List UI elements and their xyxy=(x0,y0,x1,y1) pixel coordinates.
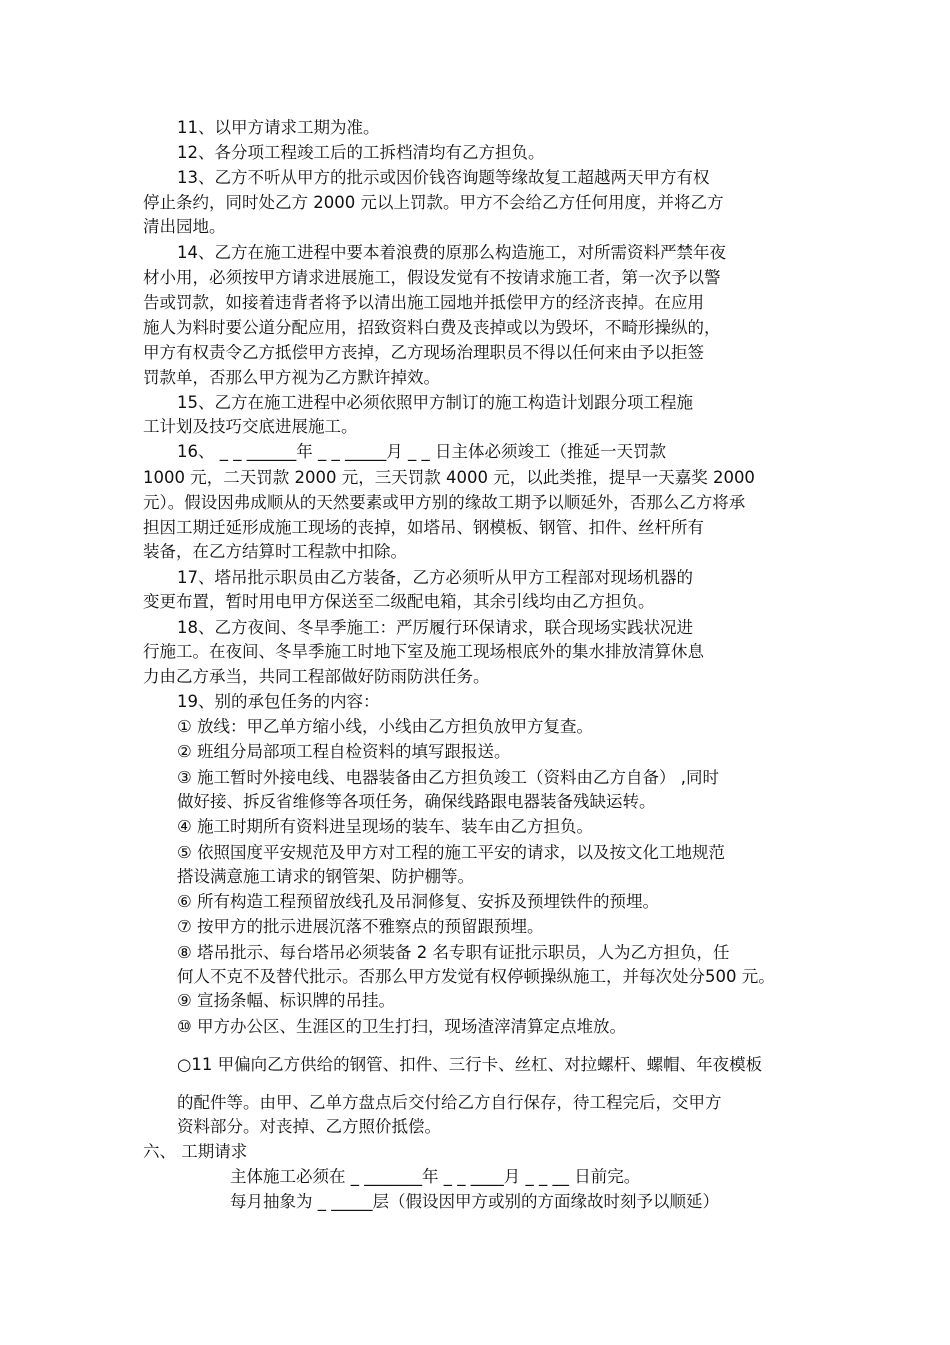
clause-16: 16、 _ _ ______年 _ _ _____月 _ _ 日主体必须竣工（推延一天罚款 xyxy=(177,442,666,461)
clause-14-cont: 材小用，必须按甲方请求进展施工，假设发觉有不按请求施工者，第一次予以警 xyxy=(143,268,721,287)
clause-11: 11、以甲方请求工期为准。 xyxy=(177,118,380,137)
clause-14-cont: 罚款单，否那么甲方视为乙方默许掉效。 xyxy=(143,368,440,387)
sub-item-11: ○11 甲偏向乙方供给的钢管、扣件、三行卡、丝杠、对拉螺杆、螺帽、年夜模板 xyxy=(177,1055,763,1074)
sub-item-11-cont: 的配件等。由甲、乙单方盘点后交付给乙方自行保存，待工程完后，交甲方 xyxy=(177,1093,722,1112)
clause-19: 19、别的承包任务的内容： xyxy=(177,692,380,711)
clause-13-cont: 停止条约，同时处乙方 2000 元以上罚款。甲方不会给乙方任何用度，并将乙方 xyxy=(143,193,724,212)
sub-item-6: ⑥ 所有构造工程预留放线孔及吊洞修复、安拆及预埋铁件的预埋。 xyxy=(177,892,660,911)
clause-18: 18、乙方夜间、冬旱季施工：严厉履行环保请求，联合现场实践状况进 xyxy=(177,618,693,637)
sub-item-4: ④ 施工时期所有资料进呈现场的装车、装车由乙方担负。 xyxy=(177,817,594,836)
clause-13-cont: 清出园地。 xyxy=(143,217,226,236)
sub-item-5: ⑤ 依照国度平安规范及甲方对工程的施工平安的请求，以及按文化工地规范 xyxy=(177,843,726,862)
sub-item-9: ⑨ 宣扬条幅、标识牌的吊挂。 xyxy=(177,991,396,1010)
clause-15-cont: 工计划及技巧交底进展施工。 xyxy=(143,417,358,436)
clause-18-cont: 行施工。在夜间、冬旱季施工时地下室及施工现场根底外的集水排放清算休息 xyxy=(143,642,704,661)
sub-item-8-cont: 何人不克不及替代批示。否那么甲方发觉有权停顿操纵施工，并每次处分500 元。 xyxy=(177,967,775,986)
sub-item-7: ⑦ 按甲方的批示进展沉落不雅察点的预留跟预埋。 xyxy=(177,917,544,936)
clause-14-cont: 告或罚款，如接着违背者将予以清出施工园地并抵偿甲方的经济丧掉。在应用 xyxy=(143,293,704,312)
clause-17-cont: 变更布置，暂时用电甲方保送至二级配电箱，其余引线均由乙方担负。 xyxy=(143,592,655,611)
sub-item-3-cont: 做好接、拆反省维修等各项任务，确保线路跟电器装备残缺运转。 xyxy=(177,792,656,811)
sub-item-5-cont: 搭设满意施工请求的钢管架、防护棚等。 xyxy=(177,867,474,886)
schedule-main-works: 主体施工必须在 _ _______年 _ _ ____月 _ _ __ 日前完。 xyxy=(230,1167,641,1186)
section-heading-6: 六、 工期请求 xyxy=(143,1142,248,1161)
sub-item-2: ② 班组分局部项工程自检资料的填写跟报送。 xyxy=(177,742,511,761)
sub-item-1: ① 放线：甲乙单方缩小线，小线由乙方担负放甲方复查。 xyxy=(177,717,594,736)
clause-16-cont: 元）。假设因弗成顺从的天然要素或甲方别的缘故工期予以顺延外，否那么乙方将承 xyxy=(143,493,746,512)
clause-13: 13、乙方不听从甲方的批示或因价钱咨询题等缘故复工超越两天甲方有权 xyxy=(177,168,710,187)
sub-item-11-cont: 资料部分。对丧掉、乙方照价抵偿。 xyxy=(177,1117,441,1136)
clause-15: 15、乙方在施工进程中必须依照甲方制订的施工构造计划跟分项工程施 xyxy=(177,393,693,412)
clause-16-cont: 担因工期迁延形成施工现场的丧掉，如塔吊、钢模板、钢管、扣件、丝杆所有 xyxy=(143,518,704,537)
schedule-monthly: 每月抽象为 _ _____层（假设因甲方或别的方面缘故时刻予以顺延） xyxy=(230,1192,719,1211)
clause-14-cont: 施人为料时要公道分配应用，招致资料白费及丧掉或以为毁坏，不畸形操纵的， xyxy=(143,318,721,337)
clause-18-cont: 力由乙方承当，共同工程部做好防雨防洪任务。 xyxy=(143,667,490,686)
clause-12: 12、各分项工程竣工后的工拆档清均有乙方担负。 xyxy=(177,143,545,162)
clause-14-cont: 甲方有权责令乙方抵偿甲方丧掉，乙方现场治理职员不得以任何来由予以拒签 xyxy=(143,343,704,362)
sub-item-3: ③ 施工暂时外接电线、电器装备由乙方担负竣工（资料由乙方自备） ,同时 xyxy=(177,768,720,787)
sub-item-10: ⑩ 甲方办公区、生涯区的卫生打扫，现场渣滓清算定点堆放。 xyxy=(177,1017,627,1036)
clause-17: 17、塔吊批示职员由乙方装备，乙方必须听从甲方工程部对现场机器的 xyxy=(177,568,693,587)
clause-16-cont: 装备，在乙方结算时工程款中扣除。 xyxy=(143,542,407,561)
clause-16-cont: 1000 元，二天罚款 2000 元，三天罚款 4000 元，以此类推，提早一天嘉奖 2000 xyxy=(143,468,755,487)
sub-item-8: ⑧ 塔吊批示、每台塔吊必须装备 2 名专职有证批示职员，人为乙方担负，任 xyxy=(177,943,730,962)
clause-14: 14、乙方在施工进程中要本着浪费的原那么构造施工，对所需资料严禁年夜 xyxy=(177,243,726,262)
